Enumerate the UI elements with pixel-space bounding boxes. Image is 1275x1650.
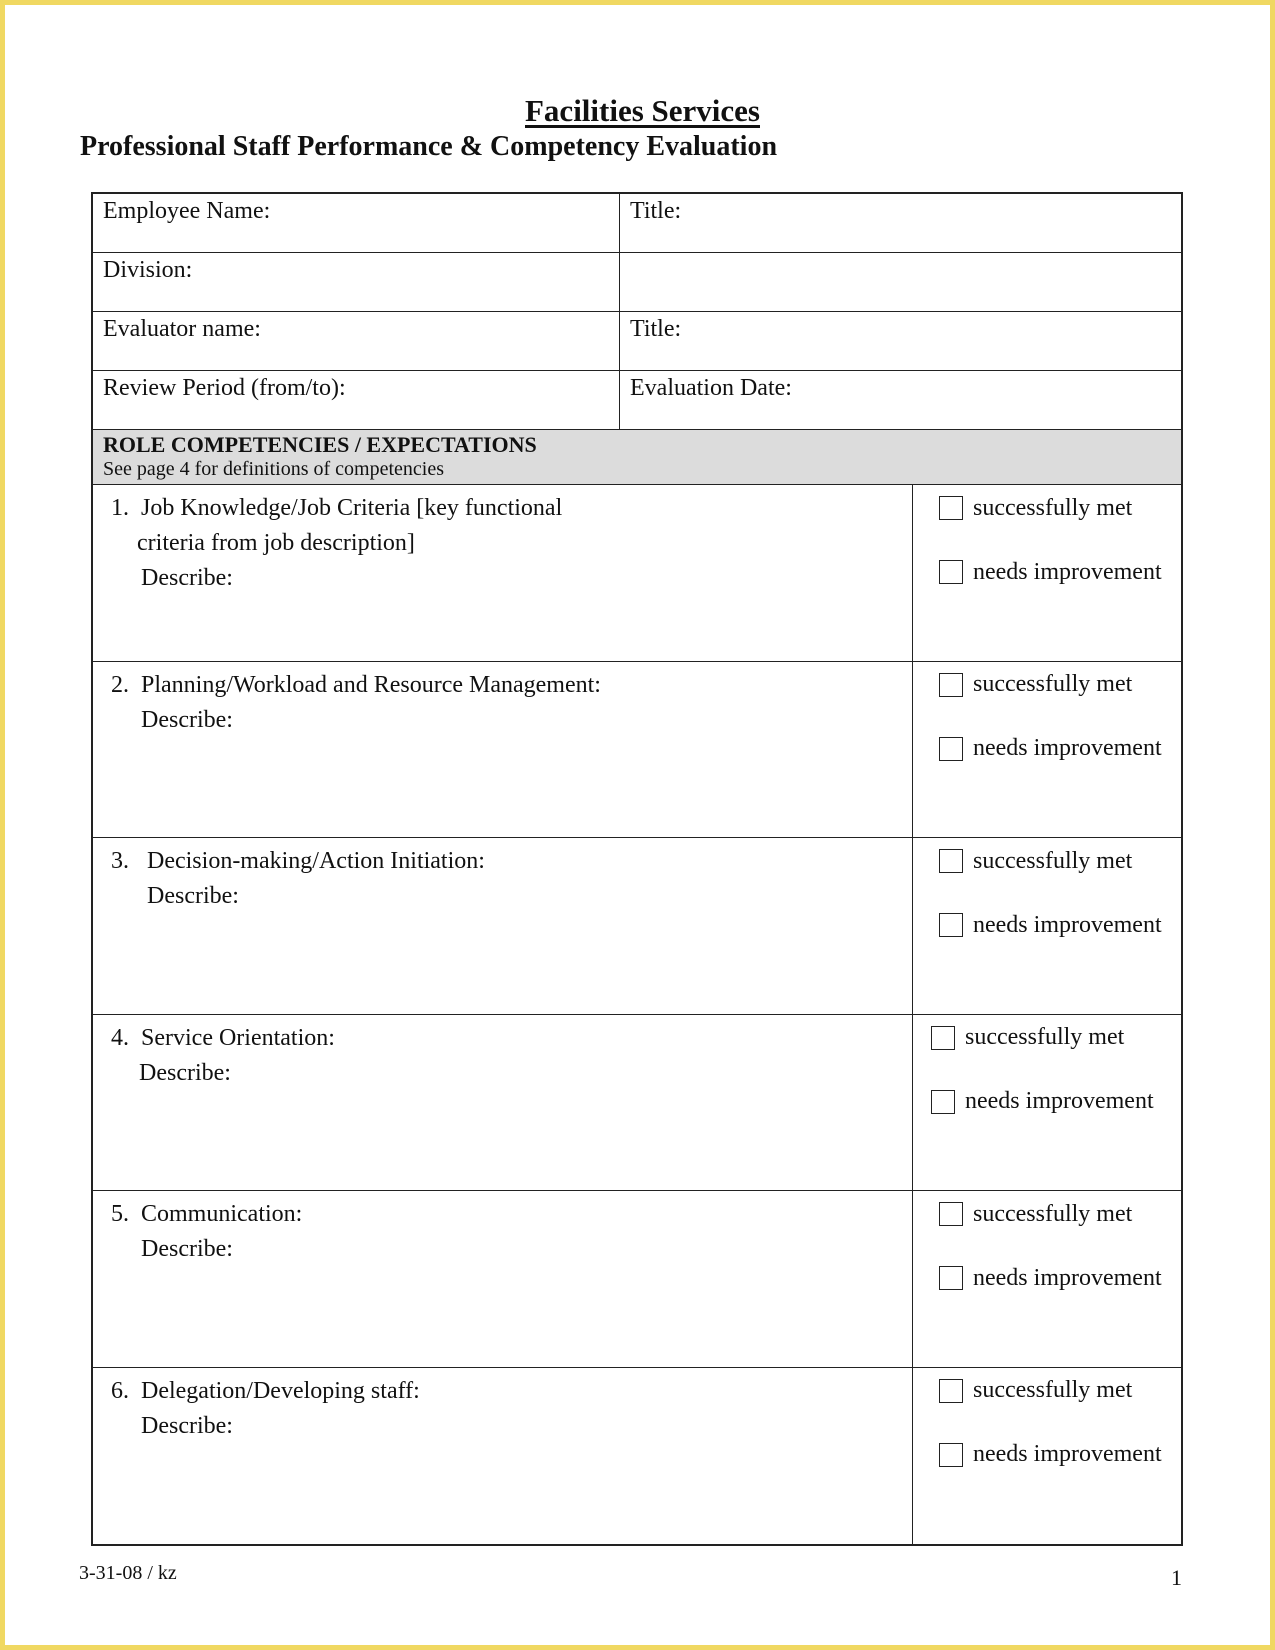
page-number: 1 <box>1171 1565 1182 1590</box>
checkbox-improve[interactable] <box>931 1090 955 1114</box>
checkbox-met[interactable] <box>939 849 963 873</box>
checkbox-met[interactable] <box>939 1202 963 1226</box>
info-row <box>93 194 1181 253</box>
competency-description[interactable] <box>93 1015 913 1191</box>
competency-row <box>93 1015 1181 1192</box>
competency-description[interactable] <box>93 1191 913 1367</box>
rating-met-label: successfully met <box>973 1200 1133 1227</box>
competency-number: 1. <box>111 495 129 521</box>
info-row <box>93 312 1181 371</box>
competency-name: Delegation/Developing staff: <box>141 1377 420 1404</box>
rating-improve-option[interactable] <box>939 910 1181 940</box>
competency-name: Job Knowledge/Job Criteria [key functional <box>141 495 563 521</box>
review-period-field[interactable]: Review Period (from/to): <box>93 371 620 429</box>
describe-label: Describe: <box>141 1236 233 1262</box>
checkbox-met[interactable] <box>931 1026 955 1050</box>
rating-options <box>913 838 1181 1014</box>
checkbox-improve[interactable] <box>939 1443 963 1467</box>
competency-description[interactable] <box>93 662 913 838</box>
describe-label: Describe: <box>147 883 239 909</box>
evaluation-form <box>91 192 1183 1546</box>
competency-row <box>93 838 1181 1015</box>
competency-description[interactable] <box>93 1368 913 1545</box>
rating-improve-option[interactable] <box>939 734 1181 764</box>
competency-name-cont: criteria from job description] <box>137 530 415 556</box>
evaluator-name-field[interactable]: Evaluator name: <box>93 312 620 370</box>
rating-options <box>913 1015 1181 1191</box>
checkbox-improve[interactable] <box>939 1266 963 1290</box>
rating-improve-label: needs improvement <box>973 735 1162 761</box>
checkbox-improve[interactable] <box>939 737 963 761</box>
checkbox-met[interactable] <box>939 673 963 697</box>
rating-options <box>913 1368 1181 1545</box>
rating-met-label: successfully met <box>965 1024 1125 1050</box>
employee-title-field[interactable]: Title: <box>630 198 682 224</box>
rating-options <box>913 662 1181 838</box>
competency-name: Planning/Workload and Resource Management: <box>141 671 601 698</box>
rating-met-option[interactable] <box>939 846 1181 876</box>
info-row <box>93 253 1181 312</box>
division-field[interactable]: Division: <box>93 253 620 311</box>
competency-description[interactable] <box>93 485 913 661</box>
rating-met-option[interactable] <box>939 670 1181 700</box>
rating-met-label: successfully met <box>973 1377 1133 1403</box>
describe-label: Describe: <box>139 1059 231 1086</box>
division-value-field[interactable] <box>620 253 1181 311</box>
describe-label: Describe: <box>141 1412 233 1439</box>
rating-met-option[interactable] <box>939 493 1181 523</box>
info-row <box>93 371 1181 430</box>
competency-row <box>93 1368 1181 1545</box>
describe-label: Describe: <box>141 565 233 591</box>
section-header <box>93 430 1181 485</box>
rating-met-label: successfully met <box>973 494 1133 521</box>
rating-options <box>913 1191 1181 1367</box>
rating-improve-label: needs improvement <box>973 911 1162 938</box>
checkbox-improve[interactable] <box>939 560 963 584</box>
competency-number: 4. <box>111 1024 129 1051</box>
competency-row <box>93 662 1181 839</box>
rating-improve-label: needs improvement <box>965 1088 1154 1114</box>
competency-number: 3. <box>111 848 129 874</box>
rating-improve-label: needs improvement <box>973 1441 1162 1467</box>
competency-number: 6. <box>111 1377 129 1404</box>
rating-improve-label: needs improvement <box>973 558 1162 585</box>
document-title: Facilities Services <box>525 93 760 128</box>
rating-met-option[interactable] <box>939 1376 1181 1406</box>
competency-name: Service Orientation: <box>141 1024 335 1051</box>
rating-met-option[interactable] <box>931 1023 1181 1053</box>
checkbox-met[interactable] <box>939 496 963 520</box>
rating-improve-option[interactable] <box>939 557 1181 587</box>
competency-number: 2. <box>111 671 129 698</box>
competency-row <box>93 485 1181 662</box>
document-subtitle: Professional Staff Performance & Competency Evaluation <box>80 131 778 162</box>
rating-improve-option[interactable] <box>931 1087 1181 1117</box>
section-title: ROLE COMPETENCIES / EXPECTATIONS <box>103 432 537 457</box>
competency-row <box>93 1191 1181 1368</box>
evaluation-date-field[interactable]: Evaluation Date: <box>630 375 792 401</box>
footer-date: 3-31-08 / kz <box>79 1562 177 1584</box>
rating-improve-label: needs improvement <box>973 1264 1162 1291</box>
competency-name: Decision-making/Action Initiation: <box>147 848 485 874</box>
rating-improve-option[interactable] <box>939 1440 1181 1470</box>
competency-name: Communication: <box>141 1201 303 1227</box>
rating-met-label: successfully met <box>973 847 1133 874</box>
competency-number: 5. <box>111 1201 129 1227</box>
rating-met-option[interactable] <box>939 1199 1181 1229</box>
rating-met-label: successfully met <box>973 671 1133 697</box>
checkbox-met[interactable] <box>939 1379 963 1403</box>
evaluator-title-field[interactable]: Title: <box>630 316 682 342</box>
employee-name-field[interactable]: Employee Name: <box>93 194 620 252</box>
checkbox-improve[interactable] <box>939 913 963 937</box>
competency-description[interactable] <box>93 838 913 1014</box>
rating-improve-option[interactable] <box>939 1263 1181 1293</box>
describe-label: Describe: <box>141 706 233 733</box>
section-note: See page 4 for definitions of competencies <box>103 458 444 480</box>
rating-options <box>913 485 1181 661</box>
